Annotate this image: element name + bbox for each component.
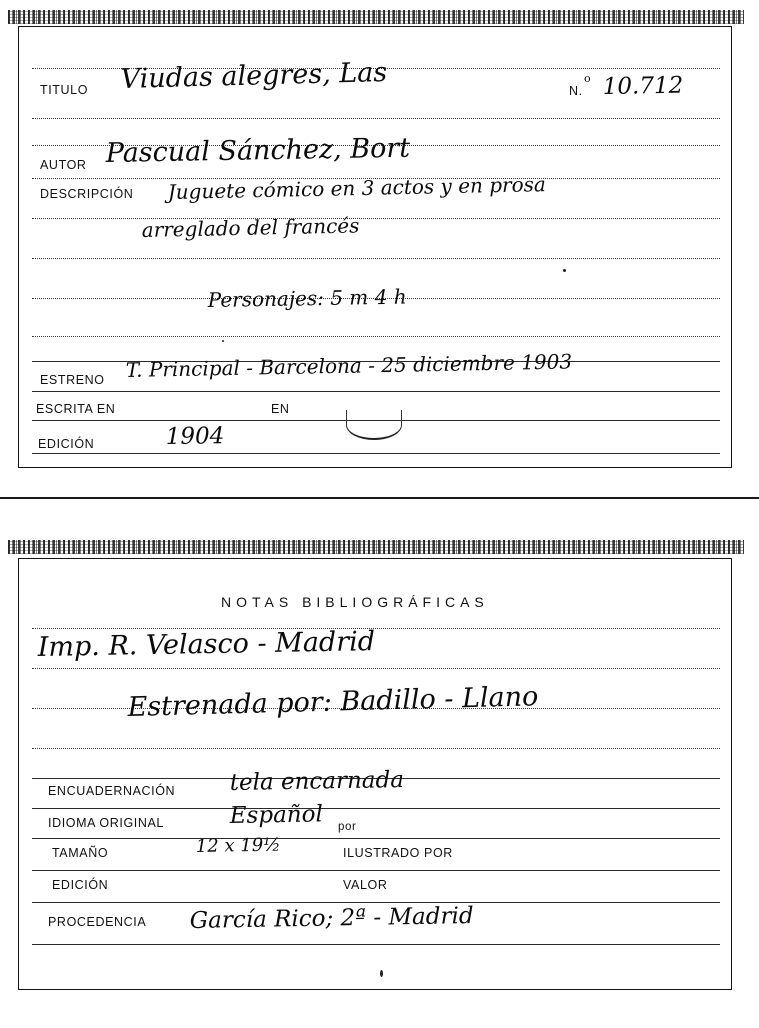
label-edicion: EDICIÓN bbox=[52, 878, 109, 892]
label-encuadernacion: ENCUADERNACIÓN bbox=[48, 784, 176, 798]
rule-line bbox=[32, 391, 720, 392]
value-nota-line2: Estrenada por: Badillo - Llano bbox=[127, 681, 539, 723]
notas-bibliograficas-heading: NOTAS BIBLIOGRÁFICAS bbox=[221, 594, 489, 610]
label-autor: AUTOR bbox=[40, 158, 87, 172]
scan-noise-band-top bbox=[8, 540, 744, 554]
value-descripcion-line2: arreglado del francés bbox=[141, 213, 360, 242]
value-descripcion-line1: Juguete cómico en 3 actos y en prosa bbox=[167, 172, 547, 204]
scan-separator bbox=[0, 497, 759, 499]
rule-line bbox=[32, 336, 720, 337]
label-edicion: EDICIÓN bbox=[38, 437, 95, 451]
label-descripcion: DESCRIPCIÓN bbox=[40, 187, 134, 201]
scan-speck bbox=[380, 970, 383, 977]
value-tamano: 12 x 19½ bbox=[195, 834, 281, 857]
value-numero: 10.712 bbox=[602, 72, 684, 100]
label-ilustrado-por: ILUSTRADO POR bbox=[343, 846, 453, 860]
scan-speck bbox=[563, 269, 566, 272]
label-titulo: TITULO bbox=[40, 83, 89, 97]
value-estreno: T. Principal - Barcelona - 25 diciembre 1903 bbox=[125, 349, 573, 382]
label-escrita-en: ESCRITA EN bbox=[36, 402, 116, 416]
label-numero-superscript: o bbox=[584, 72, 591, 85]
scan-speck bbox=[222, 340, 224, 342]
rule-line bbox=[32, 218, 720, 219]
value-nota-line1: Imp. R. Velasco - Madrid bbox=[37, 626, 376, 663]
rule-line bbox=[32, 748, 720, 749]
rule-line bbox=[32, 838, 720, 839]
rule-line bbox=[32, 258, 720, 259]
value-autor: Pascual Sánchez, Bort bbox=[105, 132, 411, 169]
rule-line bbox=[32, 944, 720, 945]
rule-line bbox=[32, 453, 720, 454]
scan-noise-band-top bbox=[8, 10, 744, 24]
value-procedencia: García Rico; 2ª - Madrid bbox=[189, 903, 474, 934]
label-procedencia: PROCEDENCIA bbox=[48, 915, 147, 929]
rule-line bbox=[32, 870, 720, 871]
value-personajes: Personajes: 5 m 4 h bbox=[207, 284, 407, 312]
label-tamano: TAMAÑO bbox=[52, 846, 109, 860]
rule-line bbox=[32, 902, 720, 903]
label-por: por bbox=[338, 821, 357, 833]
value-idioma-original: Español bbox=[229, 801, 324, 829]
rule-line bbox=[32, 628, 720, 629]
label-valor: VALOR bbox=[343, 878, 388, 892]
label-estreno: ESTRENO bbox=[40, 373, 105, 387]
label-idioma-original: IDIOMA ORIGINAL bbox=[48, 816, 164, 830]
rule-line bbox=[32, 118, 720, 119]
label-en: EN bbox=[271, 402, 290, 416]
ink-smudge bbox=[346, 410, 402, 440]
catalog-card-back bbox=[8, 540, 744, 1010]
value-edicion: 1904 bbox=[165, 423, 225, 450]
rule-line bbox=[32, 668, 720, 669]
catalog-card-front bbox=[8, 10, 744, 478]
value-titulo: Viudas alegres, Las bbox=[120, 57, 388, 95]
value-encuadernacion: tela encarnada bbox=[229, 766, 405, 796]
rule-line bbox=[32, 808, 720, 809]
label-numero: N. bbox=[569, 84, 583, 98]
